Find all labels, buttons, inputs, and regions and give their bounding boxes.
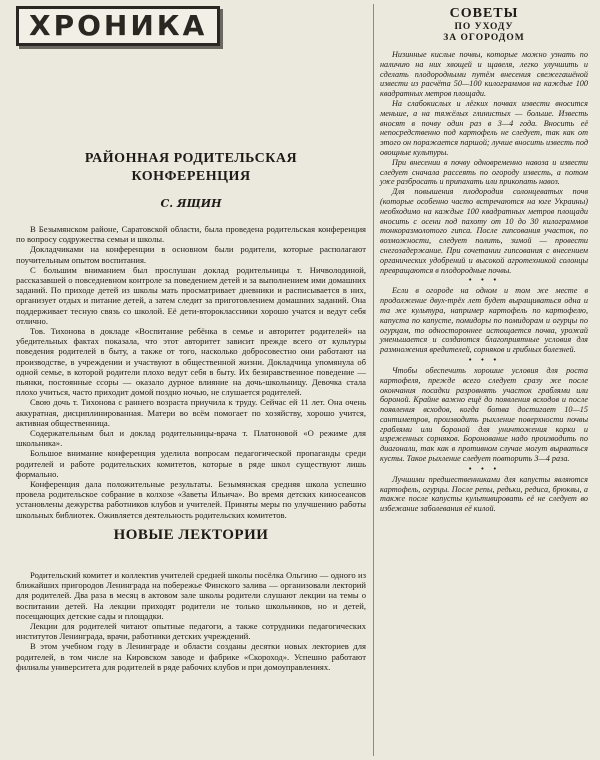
advice-column [380, 6, 588, 514]
article1-title [16, 150, 366, 186]
advice-block-3 [380, 366, 588, 464]
advice-block-1 [380, 50, 588, 275]
advice-paragraph: Чтобы обеспечить хорошие условия для роста картофеля, прежде всего следует сразу же после окончания посадки разровнять участок граблями или бороной. Крайне важно ещё до появления всходов и после появления всходов, когда ботва достигает 10—15 сантиметров, производить рыхление поверхности почвы граблями или бороной для уничтожения корки и изреженных сорняков. Боронование надо производить по диагонали, так как в противном случае могут вырваться кусты. Такое рыхление следует повторить 3—4 раза. [380, 365, 588, 464]
column-divider [373, 4, 374, 756]
article1-title-line2: КОНФЕРЕНЦИЯ [131, 169, 251, 184]
article2-body [16, 570, 366, 756]
article2-paragraph: Родительский комитет и коллектив учителей средней школы посёлка Ольгино — одного из ближайших пригородов Ленинграда на побережье Финского залива — организовали лекторий для родителей. Два раза в месяц в актовом зале школы родители слушают лекции на темы о воспитании детей. На лекции приходят родители не только школьников, но и детей, посещающих детские сады и площадки. [16, 570, 366, 621]
article1-title-line1: РАЙОННАЯ РОДИТЕЛЬСКАЯ [84, 151, 298, 166]
advice-subtitle-line2: ЗА ОГОРОДОМ [443, 33, 525, 43]
article2-paragraph: Лекции для родителей читают опытные педагоги, а также сотрудники педагогических институтов Ленинграда, врачи, работники детских учреждений. [16, 621, 366, 642]
article2-title [16, 526, 366, 544]
article1-paragraph: С большим вниманием был прослушан доклад родительницы т. Ничволодиной, рассказавшей о повседневном контроле за поведением детей и за выполнением ими домашних заданий. По приходе детей из школы мать просматривает дневники и расписывается в них, организует отдых и питание детей, а затем следит за приготовлением домашних заданий. Она поддерживает тесную связь со школой. Её дети-второклассники хорошо учатся и ведут себя отлично. [16, 264, 366, 326]
advice-paragraph: Для повышения плодородия солонцеватых почв (которые особенно часто встречаются на юге Украины) необходимо на каждые 100 квадратных метров площади вносить с осени под пахоту от 10 до 30 килограммов тонкоразмолотого гипса. После гипсования участок, по возможности, следует полить, зимой — провести снегозадержание. При сочетании гипсования с внесением органических удобрений и высокой агротехникой солонцы превращаются в плодородные почвы. [380, 187, 588, 275]
advice-block-2 [380, 286, 588, 355]
article1-paragraph: Докладчиками на конференции в основном были родители, которые располагают поучительным опытом воспитания. [16, 244, 366, 265]
advice-block-4 [380, 475, 588, 514]
separator-stars: • • • [468, 464, 500, 473]
article2-title-text: НОВЫЕ ЛЕКТОРИИ [113, 527, 269, 543]
article1-paragraph: Тов. Тихонова в докладе «Воспитание ребёнка в семье и авторитет родителей» на убедительных фактах показала, что этот авторитет зависит прежде всего от культуры поведения родителей в быту, а также от того, насколько добросовестно они работают на производстве, в учреждении и участвуют в общественной жизни. Докладчица упомянула об одной семье, в которой родители плохо ведут себя в быту. Их безнравственное поведение — пьянки, постоянные ссоры — оказало дурное влияние на дочь-школьницу. Девочка стала плохо учиться, часто приходит домой поздно ночью, не слушается родителей. [16, 326, 366, 398]
left-column [16, 6, 366, 46]
article1-paragraph: Конференция дала положительные результаты. Безымянская средняя школа успешно провела родительское собрание в колхозе «Заветы Ильича». Во время детских киносеансов установлены дежурства работников клубов и учителей. Приняты меры по улучшению работы школьных библиотек. Оживляется деятельность родительских комитетов. [16, 479, 366, 520]
advice-paragraph: Низинные кислые почвы, которые можно узнать по наличию на них хвощей и щавеля, легко улучшить и сделать плодородными путём внесения свежегашёной извести из расчёта 50—100 килограммов на каждые 100 квадратных метров площади. [380, 50, 588, 99]
advice-subtitle-line1: ПО УХОДУ [454, 22, 514, 32]
separator-stars: • • • [468, 355, 500, 364]
article1-paragraph: В Безымянском районе, Саратовской области, была проведена родительская конференция по вопросу содружества семьи и школы. [16, 224, 366, 245]
article1-paragraph: Содержательным был и доклад родительницы-врача т. Платоновой «О режиме для школьника». [16, 428, 366, 449]
article2-paragraph: В этом учебном году в Ленинграде и области созданы десятки новых лекториев для родителей, в том числе на Кировском заводе и фабрике «Скороход». Успешно работают филиалы университета для родителей в ряде рабочих клубов и при домоуправлениях. [16, 641, 366, 672]
article1-body [16, 224, 366, 520]
masthead: ХРОНИКА [16, 6, 220, 46]
article1-paragraph: Свою дочь т. Тихонова с раннего возраста приучила к труду. Сейчас ей 11 лет. Она очень аккуратная, дисциплинированная. Матери во всём помогает по хозяйству, хорошо учится, активная общественница. [16, 397, 366, 428]
advice-paragraph: При внесении в почву одновременно навоза и извести следует сначала рассеять по огороду известь, а потом уже разбросать и припахать или прикопать навоз. [380, 157, 588, 187]
article1-paragraph: Большое внимание конференция уделила вопросам педагогической пропаганды среди родителей и работе родительских комитетов, которые в ряде школ существуют лишь формально. [16, 448, 366, 479]
advice-paragraph: Лучшими предшественниками для капусты являются картофель, огурцы. После репы, редьки, редиса, брюквы, а также после капусты культивировать её не следует во избежание заболевания её килой. [380, 474, 588, 514]
advice-paragraph: На слабокислых и лёгких почвах извести вносится меньше, а на тяжёлых глинистых — больше. Известь вносят в почву один раз в 3—4 года. Вносить её непосредственно под картофель не следует, так как от этого он поражается паршой; лучше вносить известь под овощные культуры. [380, 98, 588, 157]
advice-paragraph: Если в огороде на одном и том же месте в продолжение двух-трёх лет будет выращиваться одна и та же культура, например картофель по картофелю, капуста по капусте, помидоры по помидорам и огурцы по огурцам, то одностороннее истощается почва, урожай уменьшается и создаются благоприятные условия для размножения вредителей, сорняков и грибных болезней. [380, 286, 588, 355]
article1-byline: С. ЯЩИН [160, 197, 222, 210]
separator-stars: • • • [468, 276, 500, 285]
advice-title: СОВЕТЫ [449, 6, 519, 21]
